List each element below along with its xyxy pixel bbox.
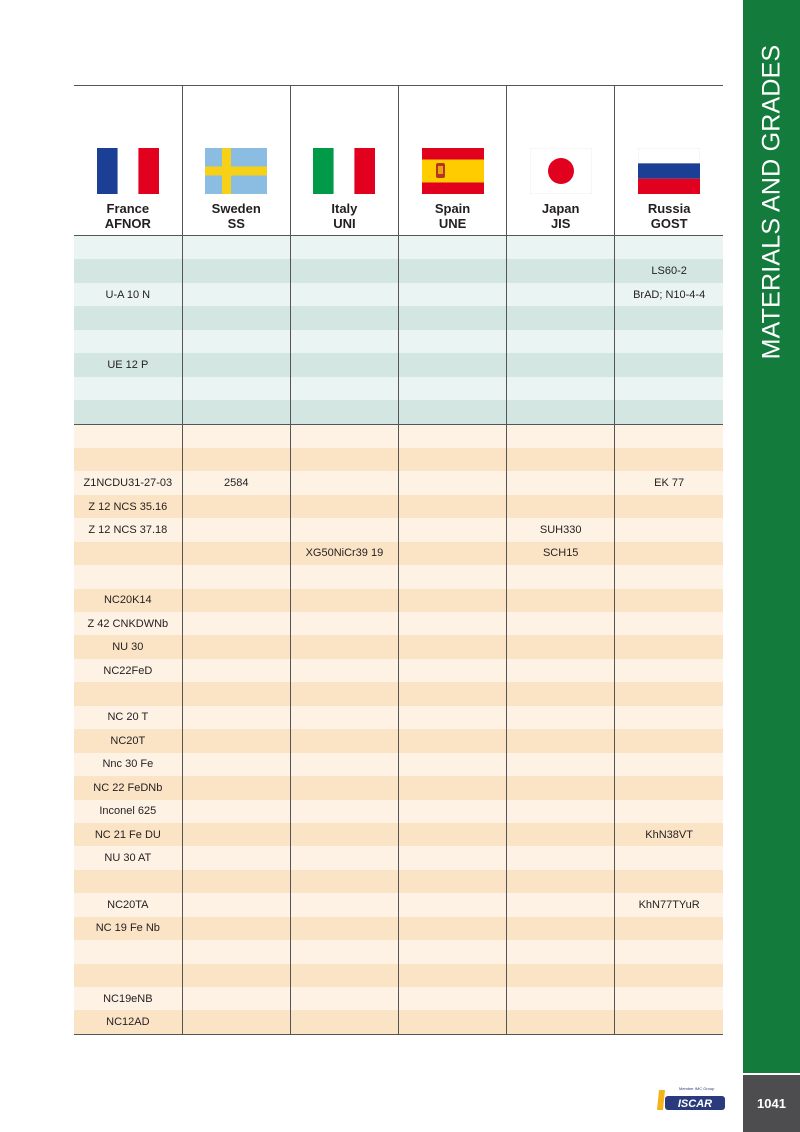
table-cell <box>507 306 615 329</box>
table-cell <box>182 870 290 893</box>
table-cell <box>74 964 182 987</box>
table-cell <box>615 612 723 635</box>
table-cell <box>182 682 290 705</box>
table-cell <box>398 776 506 799</box>
table-cell: Inconel 625 <box>74 800 182 823</box>
table-cell <box>74 330 182 353</box>
table-cell <box>182 964 290 987</box>
table-row <box>74 259 723 282</box>
table-cell: XG50NiCr39 19 <box>290 542 398 565</box>
table-cell <box>615 917 723 940</box>
table-cell <box>290 729 398 752</box>
table-row <box>74 400 723 424</box>
table-cell <box>290 565 398 588</box>
table-cell <box>398 471 506 494</box>
table-cell <box>507 659 615 682</box>
table-cell <box>507 448 615 471</box>
table-cell <box>398 893 506 916</box>
table-cell <box>182 283 290 306</box>
table-cell <box>290 518 398 541</box>
sweden-flag <box>205 148 267 194</box>
table-row <box>74 729 723 752</box>
table-row <box>74 424 723 448</box>
italy-flag <box>313 148 375 194</box>
table-cell <box>615 306 723 329</box>
table-cell <box>290 353 398 376</box>
table-cell <box>182 353 290 376</box>
table-cell <box>398 753 506 776</box>
table-row <box>74 870 723 893</box>
table-cell <box>615 377 723 400</box>
table-cell <box>507 823 615 846</box>
table-cell <box>290 893 398 916</box>
table-cell <box>74 306 182 329</box>
table-cell <box>398 800 506 823</box>
table-cell: NC19eNB <box>74 987 182 1010</box>
table-cell: NC20TA <box>74 893 182 916</box>
spain-flag <box>422 148 484 194</box>
table-cell <box>507 1010 615 1034</box>
table-cell <box>398 542 506 565</box>
table-cell: NU 30 <box>74 635 182 658</box>
table-row <box>74 330 723 353</box>
country-name: Russia <box>647 201 691 216</box>
table-cell <box>615 424 723 448</box>
table-cell <box>615 330 723 353</box>
table-cell <box>615 800 723 823</box>
table-cell <box>615 1010 723 1034</box>
country-name: Sweden <box>211 201 261 216</box>
table-cell <box>182 800 290 823</box>
table-cell <box>290 400 398 424</box>
table-cell <box>74 424 182 448</box>
column-header-japan <box>507 86 615 236</box>
table-cell <box>507 471 615 494</box>
table-row <box>74 987 723 1010</box>
table-cell <box>615 729 723 752</box>
table-cell: NC22FeD <box>74 659 182 682</box>
table-cell <box>615 753 723 776</box>
table-cell <box>507 753 615 776</box>
table-cell <box>290 236 398 260</box>
iscar-logo <box>657 1086 727 1112</box>
table-cell <box>182 542 290 565</box>
table-cell <box>290 306 398 329</box>
table-cell <box>74 400 182 424</box>
table-cell <box>615 846 723 869</box>
page-number: 1041 <box>743 1075 800 1132</box>
table-cell <box>182 823 290 846</box>
table-cell <box>182 987 290 1010</box>
table-cell <box>615 987 723 1010</box>
table-row <box>74 893 723 916</box>
table-cell <box>74 682 182 705</box>
table-cell <box>615 964 723 987</box>
table-cell <box>74 259 182 282</box>
svg-text:ISCAR: ISCAR <box>677 1098 713 1110</box>
column-header-sweden <box>182 86 290 236</box>
standard-name: SS <box>227 216 245 231</box>
table-cell <box>182 940 290 963</box>
table-cell <box>290 706 398 729</box>
table-cell <box>290 589 398 612</box>
table-cell <box>290 330 398 353</box>
table-cell <box>182 306 290 329</box>
table-cell <box>290 635 398 658</box>
table-cell <box>507 846 615 869</box>
table-cell <box>615 706 723 729</box>
table-row <box>74 846 723 869</box>
table-cell <box>507 940 615 963</box>
table-cell <box>615 236 723 260</box>
table-row <box>74 612 723 635</box>
table-cell: NU 30 AT <box>74 846 182 869</box>
table-cell <box>398 1010 506 1034</box>
header-row <box>74 86 723 236</box>
standard-name: AFNOR <box>104 216 151 231</box>
table-cell <box>74 940 182 963</box>
table-cell <box>615 776 723 799</box>
russia-flag <box>638 148 700 194</box>
table-row <box>74 917 723 940</box>
table-row <box>74 706 723 729</box>
table-cell: Z1NCDU31-27-03 <box>74 471 182 494</box>
table-row <box>74 589 723 612</box>
table-cell <box>290 1010 398 1034</box>
logo-member-text: Member IMC Group <box>679 1086 715 1091</box>
table-cell <box>507 353 615 376</box>
table-cell <box>507 964 615 987</box>
table-cell <box>398 682 506 705</box>
table-cell: SCH15 <box>507 542 615 565</box>
table-cell <box>290 612 398 635</box>
table-cell <box>290 424 398 448</box>
table-cell <box>398 823 506 846</box>
table-cell <box>74 565 182 588</box>
table-cell: SUH330 <box>507 518 615 541</box>
table-cell <box>182 424 290 448</box>
table-cell <box>398 565 506 588</box>
table-cell <box>182 259 290 282</box>
table-row <box>74 800 723 823</box>
table-cell <box>398 870 506 893</box>
table-cell <box>182 330 290 353</box>
table-cell: Z 12 NCS 35.16 <box>74 495 182 518</box>
table-cell <box>398 330 506 353</box>
table-row <box>74 542 723 565</box>
table-row <box>74 283 723 306</box>
standard-name: UNE <box>438 216 467 231</box>
table-cell <box>290 987 398 1010</box>
table-cell <box>615 682 723 705</box>
table-cell: NC12AD <box>74 1010 182 1034</box>
table-cell <box>182 706 290 729</box>
table-cell <box>507 424 615 448</box>
table-row <box>74 682 723 705</box>
table-cell: NC 20 T <box>74 706 182 729</box>
table-cell <box>182 729 290 752</box>
table-row <box>74 353 723 376</box>
table-cell <box>615 495 723 518</box>
table-cell: Z 42 CNKDWNb <box>74 612 182 635</box>
table-cell <box>182 612 290 635</box>
table-row <box>74 635 723 658</box>
table-cell <box>398 940 506 963</box>
table-cell <box>398 353 506 376</box>
table-cell <box>182 917 290 940</box>
column-header-spain <box>398 86 506 236</box>
table-cell <box>398 495 506 518</box>
france-flag <box>97 148 159 194</box>
table-cell <box>398 518 506 541</box>
table-cell <box>182 589 290 612</box>
table-cell <box>398 729 506 752</box>
table-cell <box>398 917 506 940</box>
table-cell <box>290 448 398 471</box>
table-cell <box>290 495 398 518</box>
table-cell <box>182 659 290 682</box>
table-cell: NC 19 Fe Nb <box>74 917 182 940</box>
table-cell: Z 12 NCS 37.18 <box>74 518 182 541</box>
table-cell: EK 77 <box>615 471 723 494</box>
table-cell <box>290 800 398 823</box>
table-cell <box>507 917 615 940</box>
table-cell <box>398 377 506 400</box>
table-row <box>74 776 723 799</box>
table-cell <box>182 753 290 776</box>
table-cell <box>182 495 290 518</box>
table-cell <box>398 259 506 282</box>
table-cell <box>507 870 615 893</box>
side-title <box>743 0 800 1073</box>
column-header-russia <box>615 86 723 236</box>
table-cell <box>398 964 506 987</box>
table-cell <box>615 542 723 565</box>
table-cell <box>290 753 398 776</box>
table-cell <box>74 542 182 565</box>
table-cell <box>507 283 615 306</box>
table-cell: NC20T <box>74 729 182 752</box>
table-row <box>74 565 723 588</box>
table-cell <box>290 940 398 963</box>
table-cell <box>507 330 615 353</box>
table-cell <box>615 635 723 658</box>
table-cell <box>290 283 398 306</box>
table-cell: Nnc 30 Fe <box>74 753 182 776</box>
table-cell <box>507 495 615 518</box>
table-cell <box>182 635 290 658</box>
table-cell <box>398 589 506 612</box>
table-cell <box>615 448 723 471</box>
table-cell <box>290 659 398 682</box>
column-header-france <box>74 86 182 236</box>
table-cell <box>615 400 723 424</box>
table-cell <box>290 377 398 400</box>
table-cell <box>290 471 398 494</box>
table-cell: LS60-2 <box>615 259 723 282</box>
table-cell <box>290 682 398 705</box>
table-cell: UE 12 P <box>74 353 182 376</box>
table-cell <box>182 400 290 424</box>
country-name: Spain <box>434 201 471 216</box>
standard-name: UNI <box>333 216 356 231</box>
table-cell <box>182 565 290 588</box>
table-cell <box>507 682 615 705</box>
table-row <box>74 495 723 518</box>
table-cell <box>398 612 506 635</box>
table-cell <box>507 400 615 424</box>
table-cell <box>507 706 615 729</box>
country-name: Japan <box>541 201 580 216</box>
table-cell <box>507 893 615 916</box>
table-cell: NC20K14 <box>74 589 182 612</box>
table-cell <box>398 400 506 424</box>
table-cell <box>507 236 615 260</box>
table-row <box>74 471 723 494</box>
table-cell <box>290 259 398 282</box>
japan-flag <box>530 148 592 194</box>
table-cell <box>182 893 290 916</box>
grades-table-body <box>74 236 723 1035</box>
column-header-italy <box>290 86 398 236</box>
table-cell <box>507 776 615 799</box>
table-cell <box>182 846 290 869</box>
table-cell <box>507 612 615 635</box>
table-cell <box>290 846 398 869</box>
table-cell <box>290 776 398 799</box>
table-cell <box>398 448 506 471</box>
table-row <box>74 448 723 471</box>
table-cell <box>398 987 506 1010</box>
table-cell <box>182 377 290 400</box>
table-cell <box>398 635 506 658</box>
table-row <box>74 236 723 260</box>
table-cell <box>182 1010 290 1034</box>
side-title-text: MATERIALS AND GRADES <box>757 44 785 360</box>
table-cell <box>398 236 506 260</box>
table-row <box>74 306 723 329</box>
table-cell <box>182 776 290 799</box>
table-cell <box>615 589 723 612</box>
table-row <box>74 753 723 776</box>
table-row <box>74 964 723 987</box>
table-cell: 2584 <box>182 471 290 494</box>
table-cell <box>507 800 615 823</box>
table-cell <box>398 846 506 869</box>
table-cell <box>507 635 615 658</box>
table-cell <box>74 377 182 400</box>
table-row <box>74 823 723 846</box>
table-cell: NC 21 Fe DU <box>74 823 182 846</box>
table-cell <box>615 659 723 682</box>
table-cell <box>182 236 290 260</box>
table-cell <box>507 589 615 612</box>
table-cell <box>74 448 182 471</box>
table-cell: KhN77TYuR <box>615 893 723 916</box>
table-cell <box>507 987 615 1010</box>
table-cell <box>398 283 506 306</box>
table-cell <box>74 870 182 893</box>
table-cell <box>507 377 615 400</box>
table-cell <box>615 353 723 376</box>
table-cell <box>398 659 506 682</box>
table-cell <box>615 565 723 588</box>
table-row <box>74 940 723 963</box>
table-cell <box>615 518 723 541</box>
grades-table <box>74 85 723 1035</box>
table-cell <box>398 706 506 729</box>
table-cell <box>398 424 506 448</box>
standard-name: JIS <box>550 216 571 231</box>
table-cell: KhN38VT <box>615 823 723 846</box>
table-row <box>74 1010 723 1034</box>
table-row <box>74 518 723 541</box>
table-cell <box>507 259 615 282</box>
table-cell <box>290 917 398 940</box>
table-cell <box>507 565 615 588</box>
table-row <box>74 377 723 400</box>
table-cell <box>398 306 506 329</box>
table-row <box>74 659 723 682</box>
country-name: France <box>106 201 150 216</box>
table-cell <box>615 940 723 963</box>
table-cell: BrAD; N10-4-4 <box>615 283 723 306</box>
table-cell <box>615 870 723 893</box>
table-cell <box>507 729 615 752</box>
country-name: Italy <box>331 201 358 216</box>
table-cell: NC 22 FeDNb <box>74 776 182 799</box>
standard-name: GOST <box>650 216 688 231</box>
table-cell <box>74 236 182 260</box>
table-cell <box>290 870 398 893</box>
table-cell <box>290 964 398 987</box>
table-cell <box>182 448 290 471</box>
table-cell <box>290 823 398 846</box>
table-cell <box>182 518 290 541</box>
table-cell: U-A 10 N <box>74 283 182 306</box>
